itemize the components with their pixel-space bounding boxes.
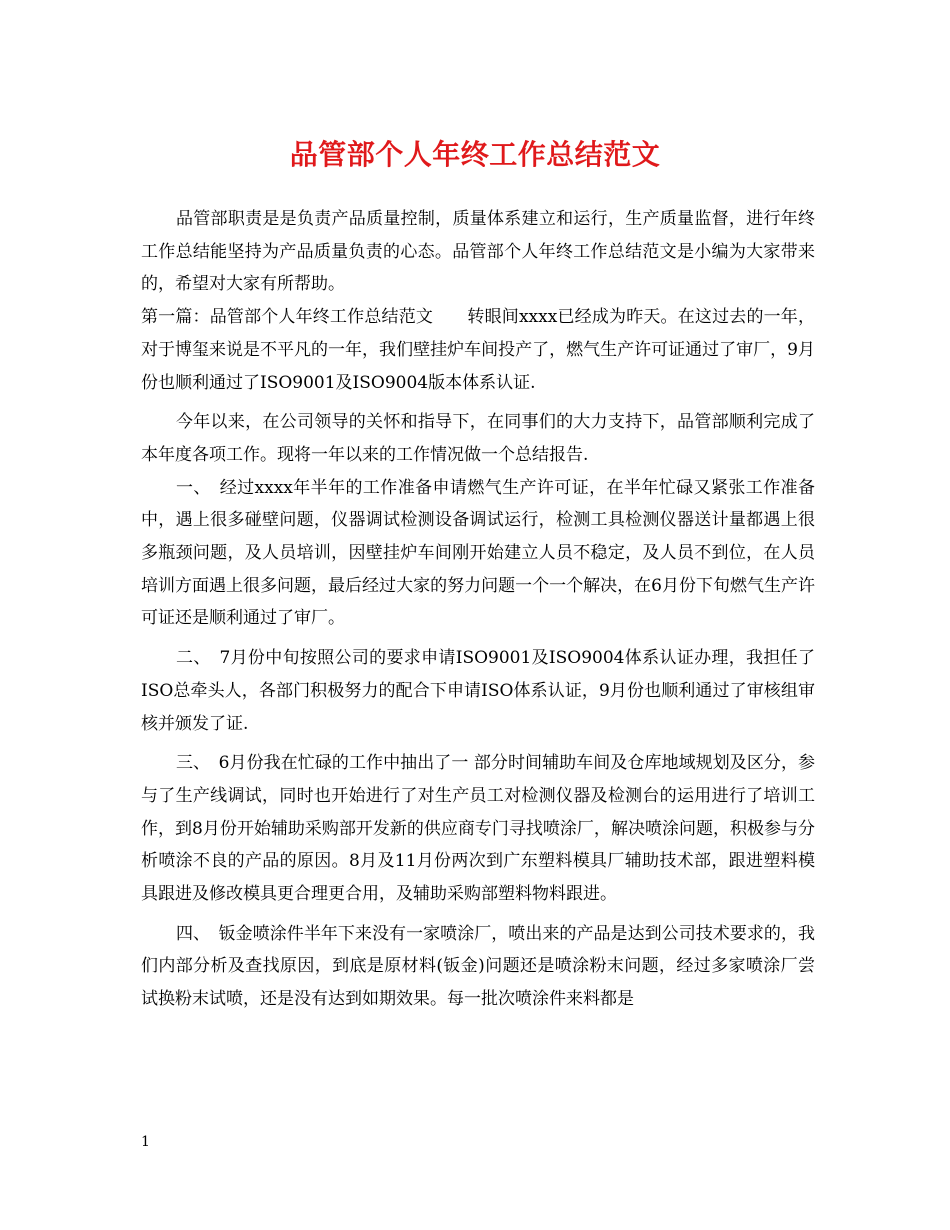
paragraph-section-two: 二、 7月份中旬按照公司的要求申请ISO9001及ISO9004体系认证办理，我担任了ISO总牵头人，各部门积极努力的配合下申请ISO体系认证，9月份也顺利通过了审核组审核并颁发了证. — [141, 648, 815, 734]
paragraph-section-three: 三、 6月份我在忙碌的工作中抽出了一 部分时间辅助车间及仓库地域规划及区分，参与了生产线调试，同时也开始进行了对生产员工对检测仪器及检测台的运用进行了培训工作，到8月份开始辅助采购部开发新的供应商专门寻找喷涂厂，解决喷涂问题，积极参与分析喷涂不良的产品的原因。8月及11月份两次到广东塑料模具厂辅助技术部，跟进塑料模具跟进及修改模具更合理更合用，及辅助采购部塑料物料跟进。 — [141, 753, 815, 905]
intro-paragraph: 品管部职责是是负责产品质量控制，质量体系建立和运行，生产质量监督，进行年终工作总结能坚持为产品质量负责的心态。品管部个人年终工作总结范文是小编为大家带来的，希望对大家有所帮助。 — [141, 209, 815, 295]
page-number: 1 — [141, 1134, 150, 1150]
document-body — [141, 203, 815, 1016]
paragraph-section-four: 四、 钣金喷涂件半年下来没有一家喷涂厂，喷出来的产品是达到公司技术要求的，我们内部分析及查找原因，到底是原材料(钣金)问题还是喷涂粉末问题，经过多家喷涂厂尝试换粉末试喷，还是没有达到如期效果。每一批次喷涂件来料都是 — [141, 923, 815, 1010]
paragraph-section-one: 一、 经过xxxx年半年的工作准备申请燃气生产许可证，在半年忙碌又紧张工作准备中，遇上很多碰壁问题，仪器调试检测设备调试运行，检测工具检测仪器送计量都遇上很多瓶颈问题，及人员培训，因壁挂炉车间刚开始建立人员不稳定，及人员不到位，在人员培训方面遇上很多问题，最后经过大家的努力问题一个一个解决，在6月份下旬燃气生产许可证还是顺利通过了审厂。 — [141, 477, 815, 629]
paragraph-first-article: 第一篇：品管部个人年终工作总结范文 转眼间xxxx已经成为昨天。在这过去的一年，对于博玺来说是不平凡的一年，我们壁挂炉车间投产了，燃气生产许可证通过了审厂，9月份也顺利通过了ISO9001及ISO9004版本体系认证. — [141, 307, 815, 393]
paragraph-overview: 今年以来，在公司领导的关怀和指导下，在同事们的大力支持下，品管部顺利完成了本年度各项工作。现将一年以来的工作情况做一个总结报告. — [141, 412, 815, 465]
document-title: 品管部个人年终工作总结范文 — [289, 138, 661, 171]
